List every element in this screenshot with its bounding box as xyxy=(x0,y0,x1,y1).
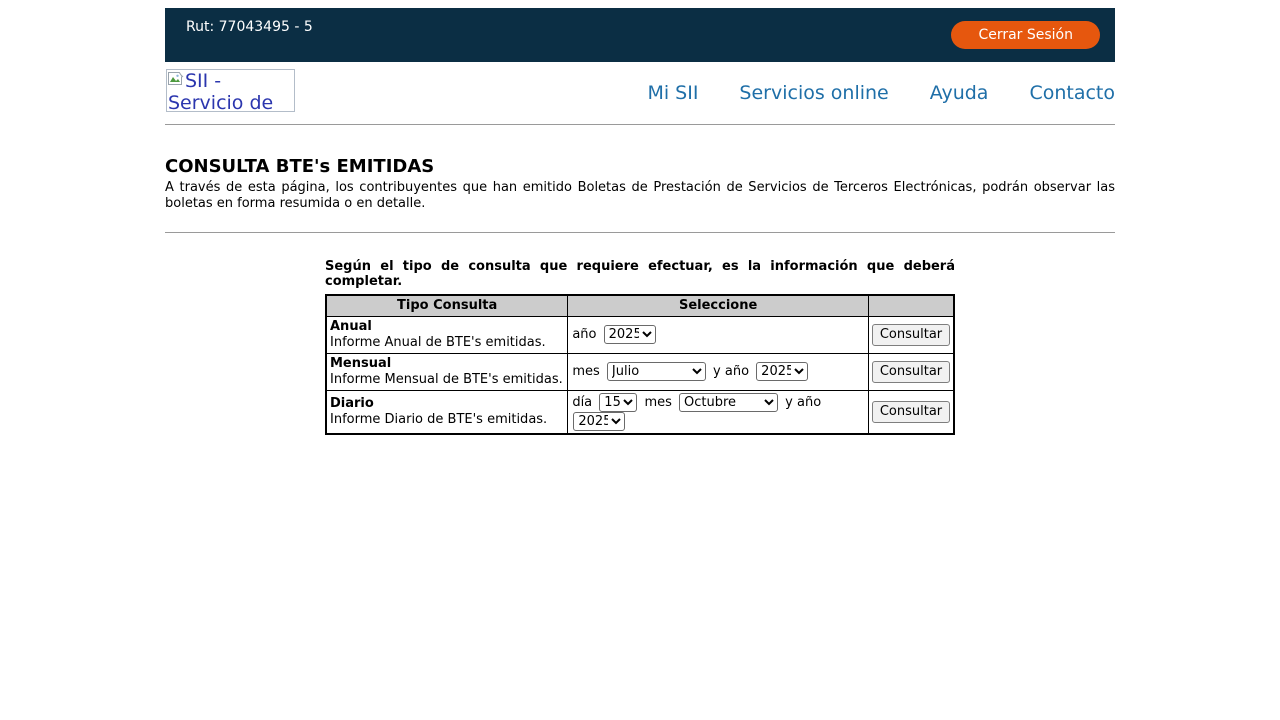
logout-button[interactable]: Cerrar Sesión xyxy=(951,21,1100,49)
diario-year-select[interactable] xyxy=(573,412,625,431)
diario-month-label: mes xyxy=(644,394,672,410)
consulta-intro-text: Según el tipo de consulta que requiere efectuar, es la información que deberá completar. xyxy=(325,259,955,289)
col-header-accion xyxy=(868,295,954,316)
diario-month-select[interactable] xyxy=(679,393,778,412)
anual-description: Informe Anual de BTE's emitidas. xyxy=(330,334,546,350)
nav-mi-sii[interactable]: Mi SII xyxy=(647,82,699,104)
col-header-seleccione: Seleccione xyxy=(568,295,869,316)
session-topbar xyxy=(165,8,1115,62)
broken-image-icon xyxy=(168,70,184,92)
consulta-section xyxy=(325,259,955,435)
diario-title: Diario xyxy=(330,395,374,411)
table-row-mensual xyxy=(326,353,954,390)
nav-servicios-online[interactable]: Servicios online xyxy=(739,82,889,104)
table-row-diario xyxy=(326,390,954,434)
diario-day-label: día xyxy=(572,394,593,410)
col-header-tipo-consulta: Tipo Consulta xyxy=(326,295,568,316)
diario-year-label: y año xyxy=(785,394,822,410)
page-description: A través de esta página, los contribuyentes que han emitido Boletas de Prestación de Servicios de Terceros Electrónicas, podrán observar las boletas en forma resumida o en detalle. xyxy=(165,180,1115,211)
page-container xyxy=(165,0,1115,435)
mensual-title: Mensual xyxy=(330,355,392,371)
mensual-consultar-button[interactable]: Consultar xyxy=(872,361,950,383)
header-divider xyxy=(165,124,1115,125)
page-title: CONSULTA BTE's EMITIDAS xyxy=(165,156,435,177)
diario-day-select[interactable] xyxy=(599,393,637,412)
nav-contacto[interactable]: Contacto xyxy=(1029,82,1115,104)
main-nav xyxy=(647,62,1115,124)
sii-logo-broken-image[interactable] xyxy=(166,69,295,112)
rut-label: Rut: 77043495 - 5 xyxy=(186,19,313,35)
mensual-month-label: mes xyxy=(572,364,600,379)
anual-year-select[interactable] xyxy=(604,325,656,344)
anual-title: Anual xyxy=(330,318,372,334)
table-row-anual xyxy=(326,316,954,353)
nav-ayuda[interactable]: Ayuda xyxy=(929,82,989,104)
anual-year-label: año xyxy=(572,327,597,342)
diario-consultar-button[interactable]: Consultar xyxy=(872,401,950,423)
mensual-month-select[interactable] xyxy=(607,362,706,381)
mensual-description: Informe Mensual de BTE's emitidas. xyxy=(330,371,563,387)
anual-consultar-button[interactable]: Consultar xyxy=(872,324,950,346)
content-divider xyxy=(165,232,1115,233)
diario-description: Informe Diario de BTE's emitidas. xyxy=(330,411,548,427)
logo-alt-text: SII - Servicio de xyxy=(168,70,274,112)
mensual-year-label: y año xyxy=(713,364,750,379)
mensual-year-select[interactable] xyxy=(756,362,808,381)
site-header xyxy=(165,62,1115,124)
consulta-table xyxy=(325,294,955,435)
table-header-row xyxy=(326,295,954,316)
